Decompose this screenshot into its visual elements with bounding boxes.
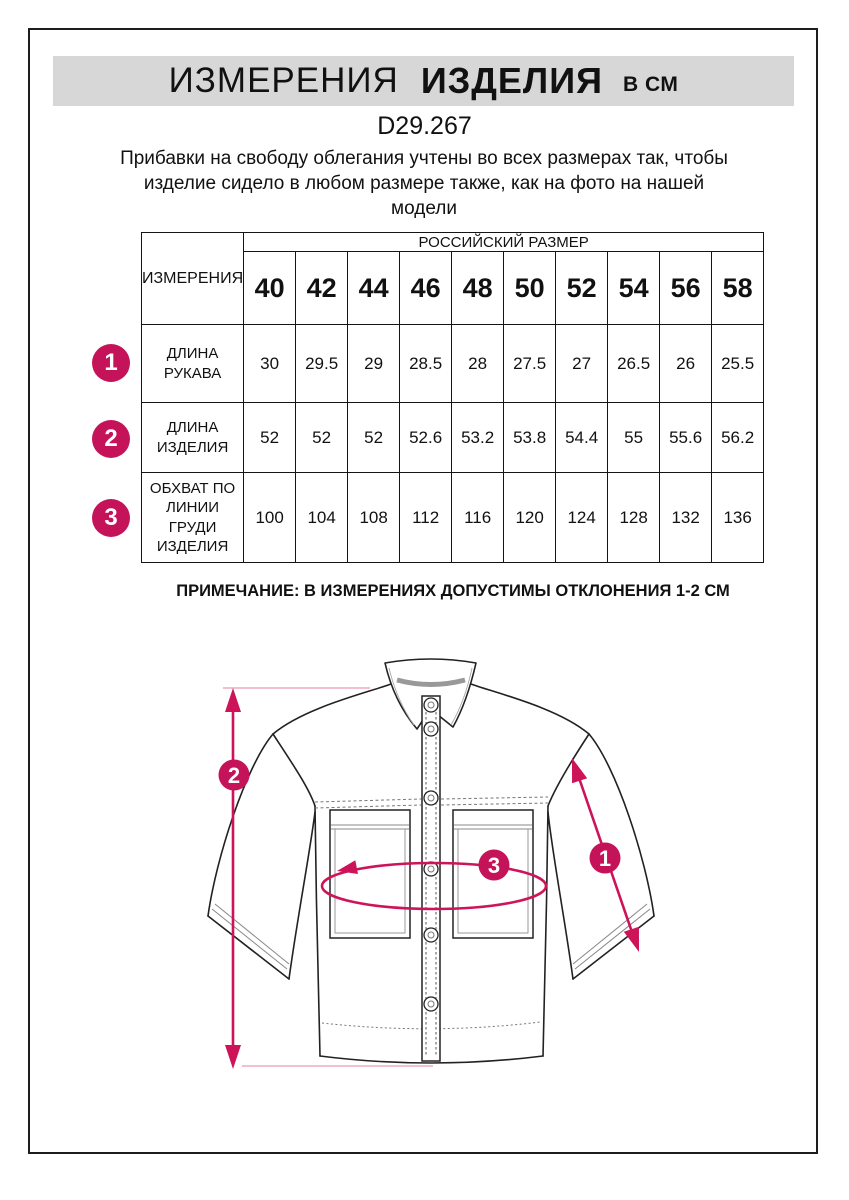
title-word-item: ИЗДЕЛИЯ [420,60,603,101]
marker-number-length: 2 [227,763,241,788]
cell-value: 124 [556,473,608,563]
row-marker-1 [92,344,130,382]
size-col-header: 48 [452,252,504,325]
cell-value: 52 [244,403,296,473]
size-col-header: 46 [400,252,452,325]
row-marker-1-number: 1 [104,349,118,376]
size-system-header: РОССИЙСКИЙ РАЗМЕР [244,233,764,252]
cell-value: 55 [608,403,660,473]
row-label: ДЛИНА РУКАВА [142,325,244,403]
cell-value: 108 [348,473,400,563]
table-row-item-length [142,403,764,473]
cell-value: 26 [660,325,712,403]
size-col-header: 42 [296,252,348,325]
size-col-header: 50 [504,252,556,325]
cell-value: 29.5 [296,325,348,403]
title-word-measurements: ИЗМЕРЕНИЯ [168,61,399,100]
cell-value: 116 [452,473,504,563]
article-number: D29.267 [377,112,472,140]
cell-value: 25.5 [712,325,764,403]
garment-sketch [170,632,690,1102]
size-col-header: 52 [556,252,608,325]
row-marker-3 [92,499,130,537]
cell-value: 52.6 [400,403,452,473]
title-banner [53,56,794,106]
cell-value: 112 [400,473,452,563]
cell-value: 27.5 [504,325,556,403]
cell-value: 28 [452,325,504,403]
cell-value: 136 [712,473,764,563]
size-table [141,232,764,563]
row-label: ДЛИНА ИЗДЕЛИЯ [142,403,244,473]
button-placket [422,696,440,1061]
size-col-header: 56 [660,252,712,325]
cell-value: 30 [244,325,296,403]
table-row-chest-girth [142,473,764,563]
cell-value: 100 [244,473,296,563]
table-row-sleeve-length [142,325,764,403]
cell-value: 52 [348,403,400,473]
size-col-header: 44 [348,252,400,325]
cell-value: 56.2 [712,403,764,473]
cell-value: 29 [348,325,400,403]
cell-value: 53.8 [504,403,556,473]
garment-diagram [170,632,690,1107]
cell-value: 54.4 [556,403,608,473]
tolerance-note: ПРИМЕЧАНИЕ: В ИЗМЕРЕНИЯХ ДОПУСТИМЫ ОТКЛОНЕНИЯ 1-2 СМ [176,582,730,600]
cell-value: 26.5 [608,325,660,403]
size-col-header: 58 [712,252,764,325]
row-marker-2-number: 2 [104,425,118,452]
cell-value: 128 [608,473,660,563]
cell-value: 28.5 [400,325,452,403]
marker-number-sleeve: 1 [598,846,612,871]
cell-value: 132 [660,473,712,563]
measurements-corner-header: ИЗМЕРЕНИЯ [142,233,244,325]
fit-description: Прибавки на свободу облегания учтены во всех размерах так, чтобы изделие сидело в любом размере также, как на фото на нашей модели [120,148,728,220]
cell-value: 55.6 [660,403,712,473]
size-col-header: 54 [608,252,660,325]
row-label: ОБХВАТ ПО ЛИНИИ ГРУДИ ИЗДЕЛИЯ [142,473,244,563]
row-marker-2 [92,420,130,458]
cell-value: 104 [296,473,348,563]
size-col-header: 40 [244,252,296,325]
row-marker-3-number: 3 [104,504,118,531]
cell-value: 120 [504,473,556,563]
title-unit: В СМ [622,72,679,96]
marker-number-chest: 3 [487,853,501,878]
cell-value: 27 [556,325,608,403]
cell-value: 53.2 [452,403,504,473]
cell-value: 52 [296,403,348,473]
